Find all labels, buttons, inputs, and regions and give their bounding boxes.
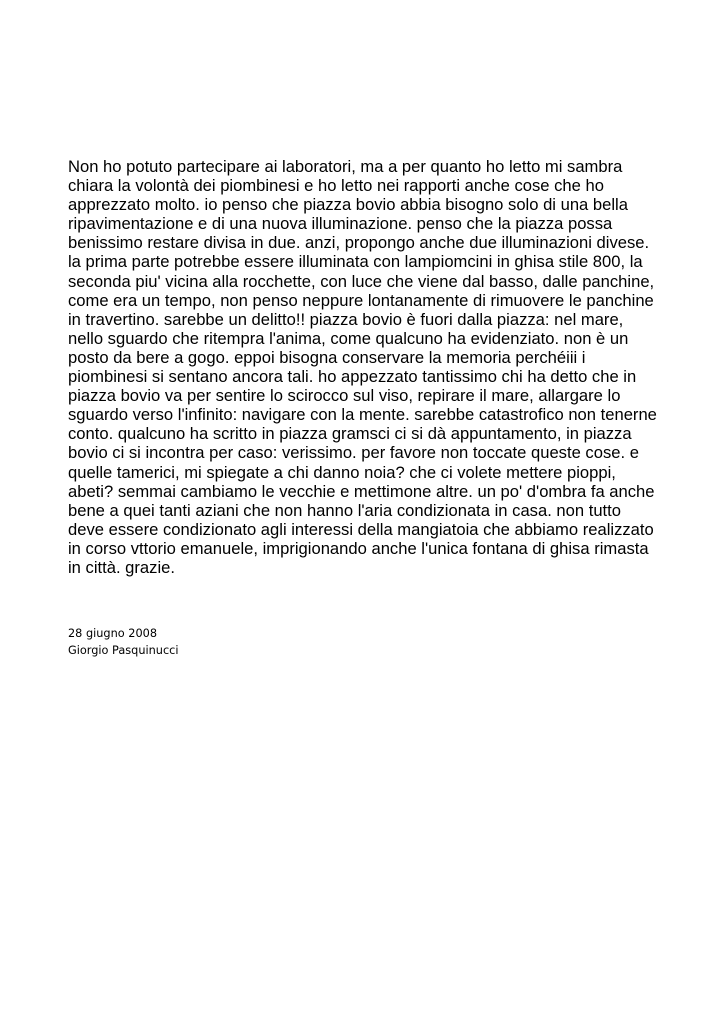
body-line: bene a quei tanti aziani che non hanno l'aria condizionata in casa. non tutto xyxy=(68,500,622,520)
body-line: abeti? semmai cambiamo le vecchie e mettimone altre. un po' d'ombra fa anche xyxy=(68,481,655,501)
body-line: ripavimentazione e di una nuova illuminazione. penso che la piazza possa xyxy=(68,214,613,234)
body-line: conto. qualcuno ha scritto in piazza gramsci ci si dà appuntamento, in piazza xyxy=(68,424,632,444)
body-line: nello sguardo che ritempra l'anima, come qualcuno ha evidenziato. non è un xyxy=(68,328,629,348)
body-line: sguardo verso l'infinito: navigare con la mente. sarebbe catastrofico non tenerne xyxy=(68,405,657,425)
body-line: deve essere condizionato agli interessi della mangiatoia che abbiamo realizzato xyxy=(68,519,654,539)
letter-date: 28 giugno 2008 xyxy=(68,627,158,640)
signature-block xyxy=(68,625,179,659)
body-line: in corso vttorio emanuele, imprigionando anche l'unica fontana di ghisa rimasta xyxy=(68,538,649,558)
body-line: apprezzato molto. io penso che piazza bovio abbia bisogno solo di una bella xyxy=(68,195,628,215)
body-line: quelle tamerici, mi spiegate a chi danno noia? che ci volete mettere pioppi, xyxy=(68,462,616,482)
body-line: benissimo restare divisa in due. anzi, propongo anche due illuminazioni divese. xyxy=(68,233,650,253)
body-line: chiara la volontà dei piombinesi e ho letto nei rapporti anche cose che ho xyxy=(68,176,604,196)
body-line: piazza bovio va per sentire lo scirocco sul viso, repirare il mare, allargare lo xyxy=(68,386,621,406)
author-name: Giorgio Pasquinucci xyxy=(68,644,179,657)
body-line: Non ho potuto partecipare ai laboratori, ma a per quanto ho letto mi sambra xyxy=(68,157,623,176)
body-line: la prima parte potrebbe essere illuminata con lampiomcini in ghisa stile 800, la xyxy=(68,252,643,272)
body-line: posto da bere a gogo. eppoi bisogna conservare la memoria perchéiii i xyxy=(68,347,586,367)
body-line: in città. grazie. xyxy=(68,557,175,577)
body-line: bovio ci si incontra per caso: verissimo. per favore non toccate queste cose. e xyxy=(68,443,639,463)
body-line: piombinesi si sentano ancora tali. ho appezzato tantissimo chi ha detto che in xyxy=(68,367,637,387)
body-line: seconda piu' vicina alla rocchette, con luce che viene dal basso, dalle panchine, xyxy=(68,271,655,291)
body-line: come era un tempo, non penso neppure lontanamente di rimuovere le panchine xyxy=(68,290,654,310)
body-line: in travertino. sarebbe un delitto!! piazza bovio è fuori dalla piazza: nel mare, xyxy=(68,309,624,329)
letter-body xyxy=(68,157,688,577)
